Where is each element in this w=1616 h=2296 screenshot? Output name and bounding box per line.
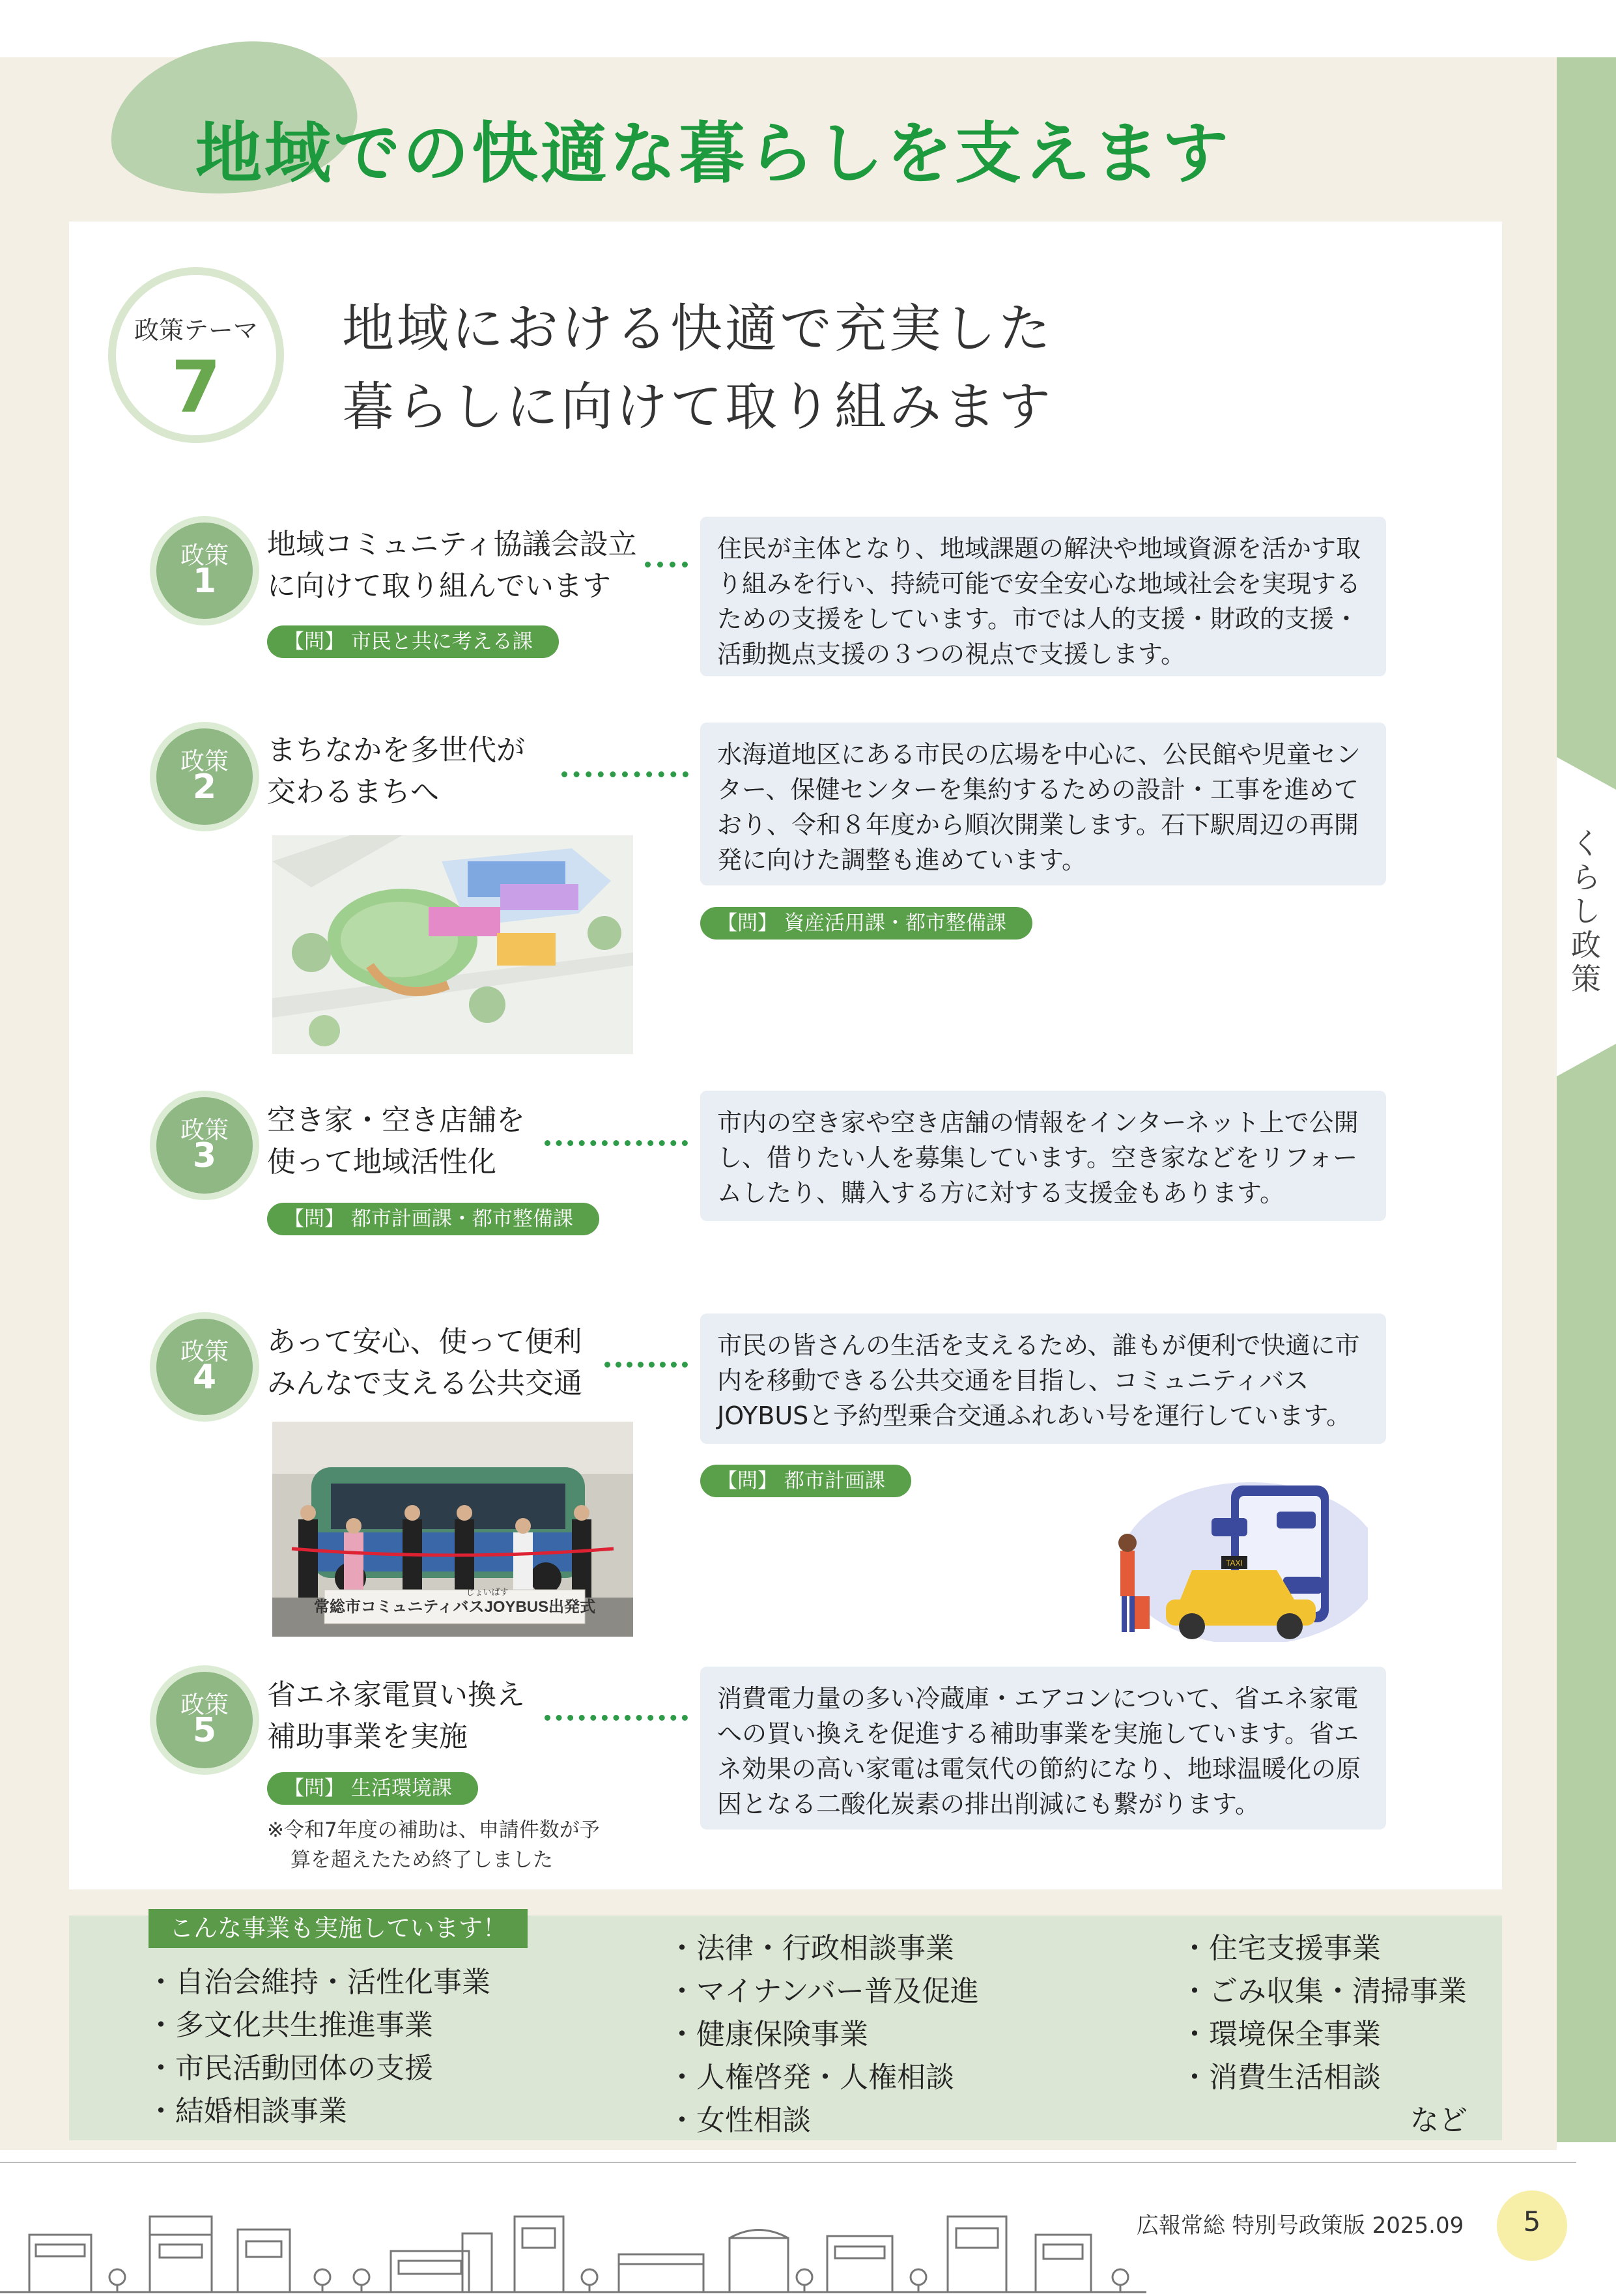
policy-badge-number: 3 <box>192 1136 217 1175</box>
dotted-connector <box>545 1715 688 1721</box>
dotted-connector <box>604 1362 688 1368</box>
other-project-item: ・環境保全事業 <box>1180 2018 1381 2051</box>
policy-badge-label: 政策 <box>180 747 229 775</box>
policy-badge-number: 1 <box>192 562 217 601</box>
policy-title-line2: に向けて取り組んでいます <box>267 569 611 603</box>
other-project-item: ・市民活動団体の支援 <box>147 2052 433 2085</box>
policy-title-line1: あって安心、使って便利 <box>267 1325 582 1358</box>
other-project-item: ・マイナンバー普及促進 <box>668 1975 979 2008</box>
policy-description: 水海道地区にある市民の広場を中心に、公民館や児童センター、保健センターを集約するための設計・工事を進めており、令和８年度から順次開業します。石下駅周辺の再開発に向けた調整も進めています。 <box>700 723 1386 885</box>
other-project-item: ・消費生活相談 <box>1180 2061 1381 2094</box>
other-project-item: ・法律・行政相談事業 <box>668 1932 954 1965</box>
other-project-item: ・多文化共生推進事業 <box>147 2009 433 2042</box>
theme-number: 7 <box>171 345 221 429</box>
policy-title-line1: 空き家・空き店舗を <box>267 1104 525 1137</box>
other-project-item: ・自治会維持・活性化事業 <box>147 1966 490 1999</box>
page-title: 地域での快適な暮らしを支えます <box>195 115 1231 193</box>
policy-description: 市内の空き家や空き店舗の情報をインターネット上で公開し、借りたい人を募集しています。空き家などをリフォームしたり、購入する方に対する支援金もあります。 <box>700 1091 1386 1221</box>
theme-title-line2: 暮らしに向けて取り組みます <box>342 377 1053 437</box>
side-tab-label: くらし政策 <box>1566 827 1602 997</box>
other-project-item: ・健康保険事業 <box>668 2018 868 2051</box>
policy-badge-label: 政策 <box>180 541 229 569</box>
page-number: 5 <box>1523 2205 1541 2237</box>
policy-badge-label: 政策 <box>180 1691 229 1719</box>
other-projects-etc: など <box>1410 2104 1467 2137</box>
side-tab <box>1557 57 1616 2142</box>
policy-title-line1: 地域コミュニティ協議会設立 <box>267 528 637 561</box>
other-project-item: ・女性相談 <box>668 2104 811 2137</box>
footer-publication: 広報常総 特別号政策版 2025.09 <box>1137 2213 1464 2239</box>
policy-note-line2: 算を超えたため終了しました <box>291 1848 553 1872</box>
theme-label: 政策テーマ <box>134 316 258 345</box>
policy-title-line2: みんなで支える公共交通 <box>267 1367 582 1400</box>
townscape-illustration <box>0 2209 1146 2293</box>
policy-title-line2: 補助事業を実施 <box>267 1720 468 1753</box>
dotted-connector <box>545 1140 688 1146</box>
policy-description: 市民の皆さんの生活を支えるため、誰もが便利で快適に市内を移動できる公共交通を目指し、コミュニティバスJOYBUSと予約型乗合交通ふれあい号を運行しています。 <box>700 1313 1386 1444</box>
dotted-connector <box>645 562 688 567</box>
other-project-item: ・人権啓発・人権相談 <box>668 2061 954 2094</box>
policy-description: 消費電力量の多い冷蔵庫・エアコンについて、省エネ家電への買い換えを促進する補助事業を実施しています。省エネ効果の高い家電は電気代の節約になり、地球温暖化の原因となる二酸化炭素の排出削減にも繋がります。 <box>700 1667 1386 1830</box>
theme-title-line1: 地域における快適で充実した <box>342 298 1053 359</box>
photo-banner-ruby: じょいばす <box>466 1587 509 1597</box>
contact-tag: 【問】 生活環境課 <box>267 1772 478 1805</box>
other-project-item: ・結婚相談事業 <box>147 2095 347 2128</box>
taxi-illustration <box>1081 1472 1368 1642</box>
contact-tag: 【問】 市民と共に考える課 <box>267 625 559 658</box>
contact-tag: 【問】 都市計画課 <box>700 1465 911 1497</box>
other-project-item: ・ごみ収集・清掃事業 <box>1180 1975 1467 2008</box>
policy-note-line1: ※令和7年度の補助は、申請件数が予 <box>267 1818 600 1842</box>
contact-tag: 【問】 資産活用課・都市整備課 <box>700 907 1032 940</box>
policy-badge-label: 政策 <box>180 1116 229 1144</box>
other-projects-heading: こんな事業も実施しています！ <box>149 1909 528 1948</box>
policy-title-line1: 省エネ家電買い換え <box>267 1678 525 1712</box>
joybus-ceremony-photo <box>272 1422 633 1637</box>
policy-title-line1: まちなかを多世代が <box>267 734 525 767</box>
photo-banner-text: 常総市コミュニティバスJOYBUS出発式 <box>313 1598 596 1616</box>
policy-title-line2: 使って地域活性化 <box>267 1145 496 1179</box>
policy-description: 住民が主体となり、地域課題の解決や地域資源を活かす取り組みを行い、持続可能で安全安心な地域社会を実現するための支援をしています。市では人的支援・財政的支援・活動拠点支援の３つの視点で支援します。 <box>700 517 1386 676</box>
policy-badge-number: 2 <box>192 768 217 807</box>
policy-badge-number: 5 <box>192 1711 217 1750</box>
facility-plan-illustration <box>272 835 633 1054</box>
policy-title-line2: 交わるまちへ <box>267 775 439 809</box>
other-project-item: ・住宅支援事業 <box>1180 1932 1381 1965</box>
policy-badge-number: 4 <box>192 1358 217 1397</box>
policy-badge-label: 政策 <box>180 1338 229 1366</box>
footer-divider <box>0 2162 1576 2163</box>
taxi-sign-text: TAXI <box>1226 1558 1243 1568</box>
dotted-connector <box>561 771 688 777</box>
contact-tag: 【問】 都市計画課・都市整備課 <box>267 1203 599 1235</box>
